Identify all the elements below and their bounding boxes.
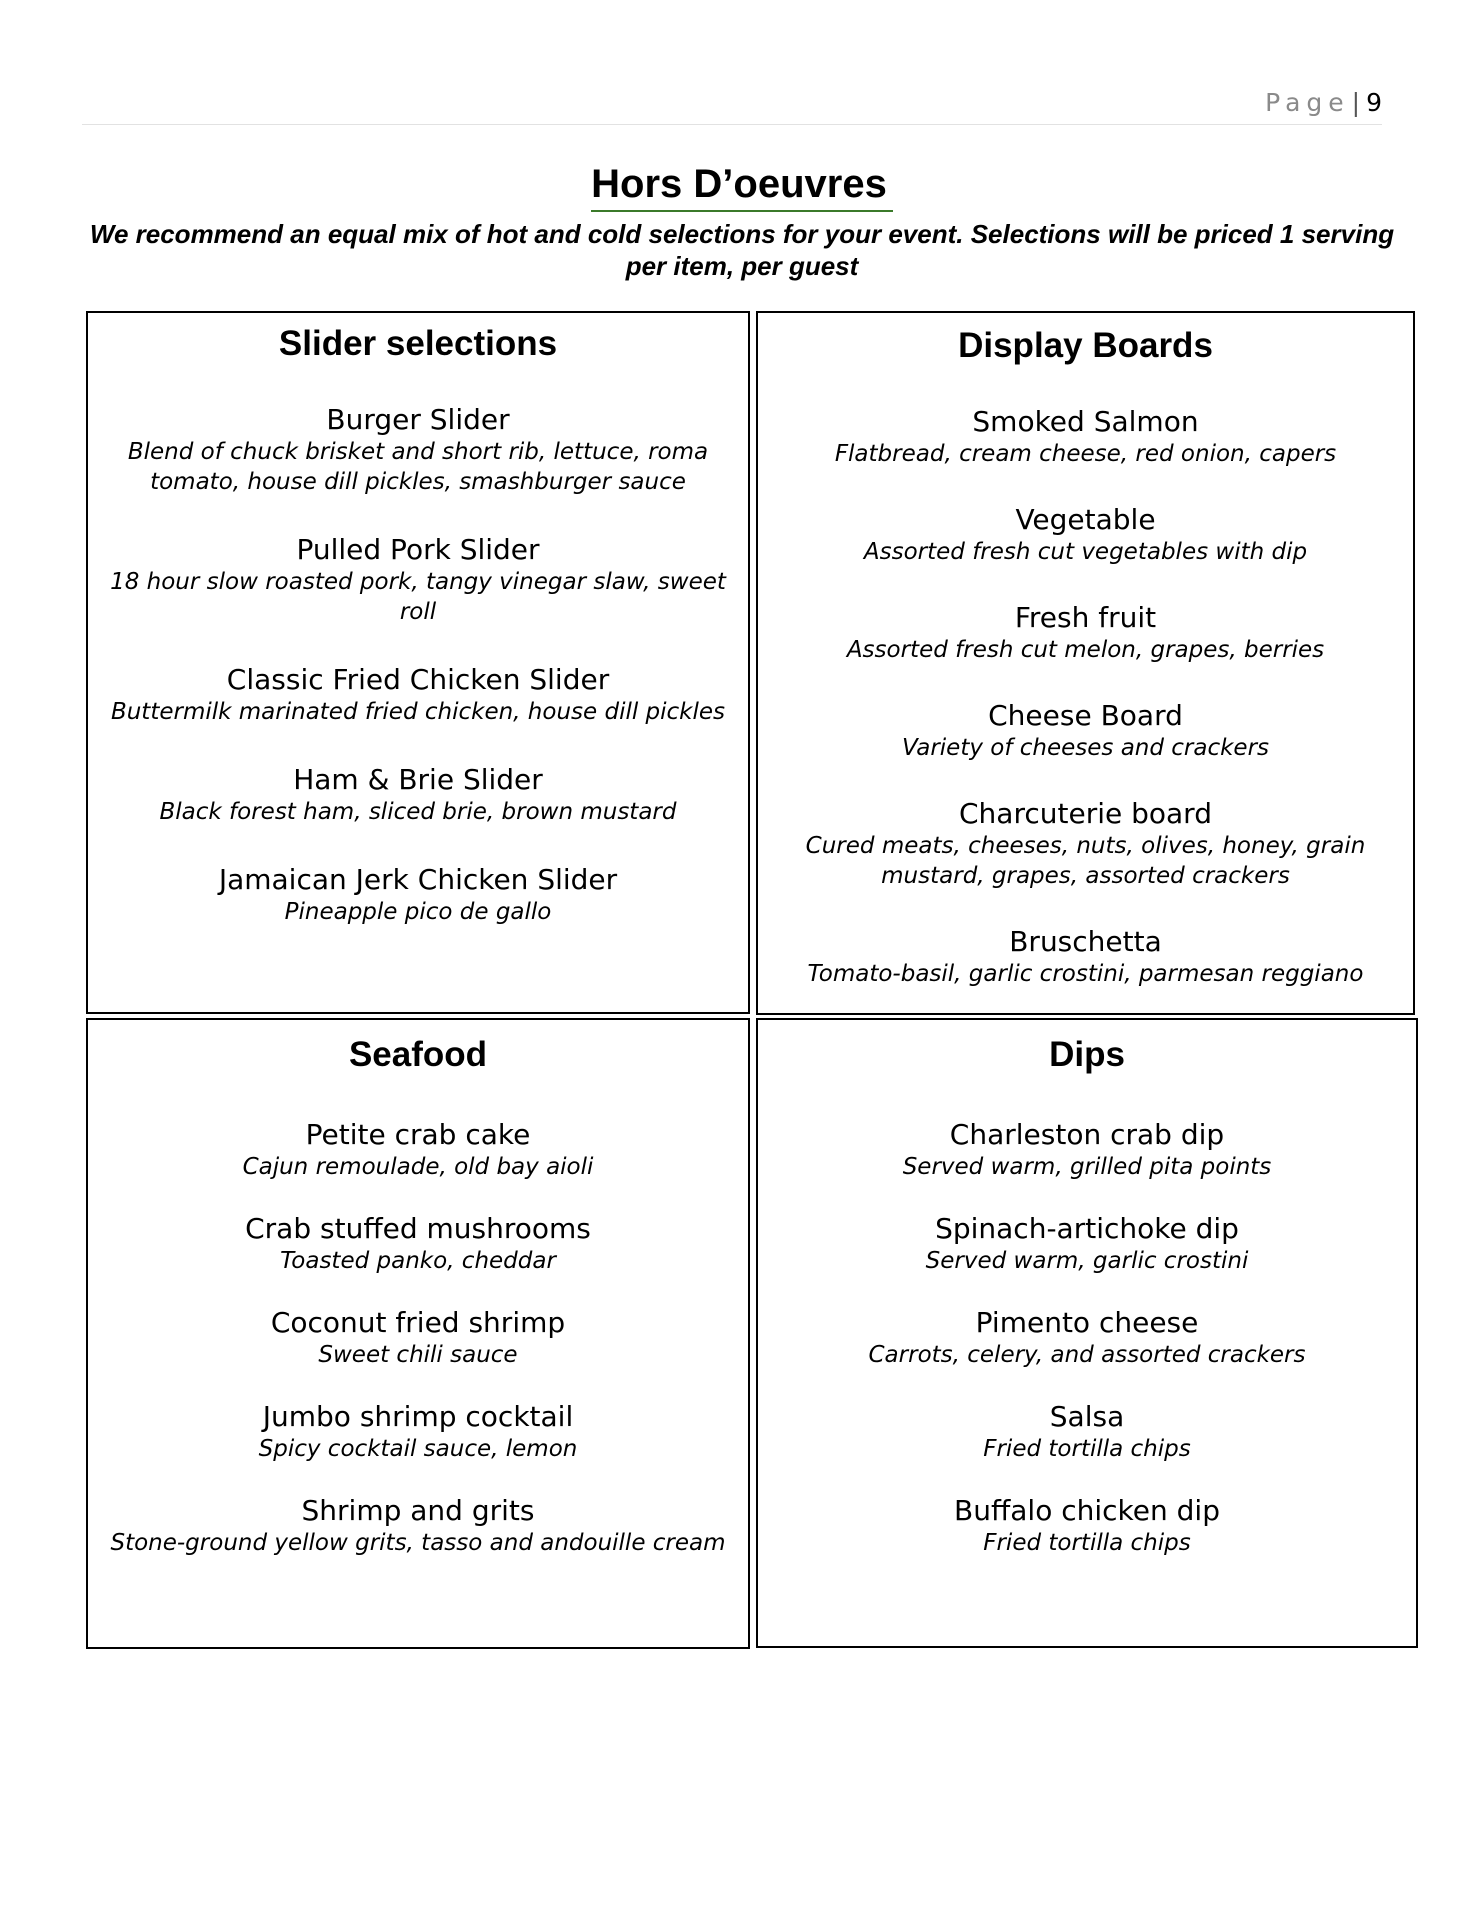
item-description: Assorted fresh cut vegetables with dip (863, 539, 1308, 565)
menu-item (758, 699, 1413, 763)
item-description: Sweet chili sauce (318, 1342, 518, 1368)
menu-item (758, 1118, 1416, 1182)
menu-item (88, 1494, 748, 1558)
item-description: Black forest ham, sliced brie, brown mustard (159, 799, 677, 825)
item-description: Toasted panko, cheddar (280, 1248, 556, 1274)
section-title: Seafood (348, 1035, 488, 1074)
menu-item (758, 601, 1413, 665)
item-description: Tomato-basil, garlic crostini, parmesan reggiano (807, 961, 1364, 987)
item-name: Cheese Board (988, 699, 1183, 732)
menu-item (758, 1212, 1416, 1276)
item-name: Crab stuffed mushrooms (245, 1212, 591, 1245)
item-description: Assorted fresh cut melon, grapes, berries (846, 637, 1325, 663)
menu-item (88, 863, 748, 927)
page-label: Page (1265, 88, 1350, 117)
item-description: Pineapple pico de gallo (284, 899, 552, 925)
item-name: Jumbo shrimp cocktail (262, 1400, 574, 1433)
item-description: Cured meats, cheeses, nuts, olives, honey, grain mustard, grapes, assorted crackers (805, 833, 1366, 889)
item-description: Fried tortilla chips (983, 1436, 1191, 1462)
menu-item (758, 1306, 1416, 1370)
item-description: Spicy cocktail sauce, lemon (258, 1436, 578, 1462)
menu-item (88, 1118, 748, 1182)
item-name: Spinach-artichoke dip (935, 1212, 1239, 1245)
item-name: Coconut fried shrimp (270, 1306, 566, 1339)
item-description: Stone-ground yellow grits, tasso and andouille cream (110, 1530, 726, 1556)
menu-item (88, 1306, 748, 1370)
item-description: Served warm, grilled pita points (902, 1154, 1272, 1180)
section-display-boards (756, 311, 1415, 1015)
item-name: Smoked Salmon (972, 405, 1199, 438)
page-number (1265, 88, 1382, 118)
menu-item (758, 503, 1413, 567)
title-block (82, 160, 1402, 282)
item-description: Buttermilk marinated fried chicken, house dill pickles (110, 699, 726, 725)
item-name: Buffalo chicken dip (954, 1494, 1220, 1527)
menu-item (88, 403, 748, 497)
item-name: Vegetable (1015, 503, 1156, 536)
item-description: 18 hour slow roasted pork, tangy vinegar slaw, sweet roll (110, 569, 726, 625)
item-description: Carrots, celery, and assorted crackers (868, 1342, 1306, 1368)
item-name: Fresh fruit (1014, 601, 1157, 634)
item-description: Flatbread, cream cheese, red onion, capers (834, 441, 1337, 467)
item-description: Served warm, garlic crostini (925, 1248, 1249, 1274)
item-description: Variety of cheeses and crackers (901, 735, 1270, 761)
item-name: Ham & Brie Slider (293, 763, 543, 796)
menu-item (758, 1494, 1416, 1558)
item-description: Cajun remoulade, old bay aioli (242, 1154, 594, 1180)
page-separator: | (1351, 88, 1361, 117)
item-description: Fried tortilla chips (983, 1530, 1191, 1556)
item-name: Shrimp and grits (301, 1494, 535, 1527)
menu-item (758, 405, 1413, 469)
menu-item (88, 1212, 748, 1276)
section-title: Dips (1049, 1035, 1125, 1074)
section-seafood (86, 1018, 750, 1649)
page-header (82, 88, 1382, 125)
item-name: Bruschetta (1009, 925, 1162, 958)
page-number-value: 9 (1366, 88, 1382, 117)
page-subtitle: We recommend an equal mix of hot and cold selections for your event. Selections will be priced 1 serving per item, per guest (89, 219, 1395, 281)
item-name: Jamaican Jerk Chicken Slider (218, 863, 618, 896)
section-title: Slider selections (278, 324, 558, 363)
menu-item (88, 533, 748, 627)
item-name: Pimento cheese (975, 1306, 1199, 1339)
menu-item (758, 1400, 1416, 1464)
item-name: Salsa (1049, 1400, 1125, 1433)
item-name: Burger Slider (326, 403, 510, 436)
menu-item (88, 1400, 748, 1464)
menu-item (88, 763, 748, 827)
menu-item (758, 925, 1413, 989)
section-title: Display Boards (958, 326, 1213, 365)
item-name: Pulled Pork Slider (296, 533, 540, 566)
menu-item (758, 797, 1413, 891)
section-sliders (86, 311, 750, 1014)
page-title: Hors D’oeuvres (591, 160, 893, 212)
section-dips (756, 1018, 1418, 1648)
item-description: Blend of chuck brisket and short rib, lettuce, roma tomato, house dill pickles, smashburger sauce (127, 439, 709, 495)
item-name: Petite crab cake (305, 1118, 531, 1151)
item-name: Classic Fried Chicken Slider (226, 663, 610, 696)
menu-item (88, 663, 748, 727)
item-name: Charcuterie board (959, 797, 1212, 830)
item-name: Charleston crab dip (949, 1118, 1225, 1151)
